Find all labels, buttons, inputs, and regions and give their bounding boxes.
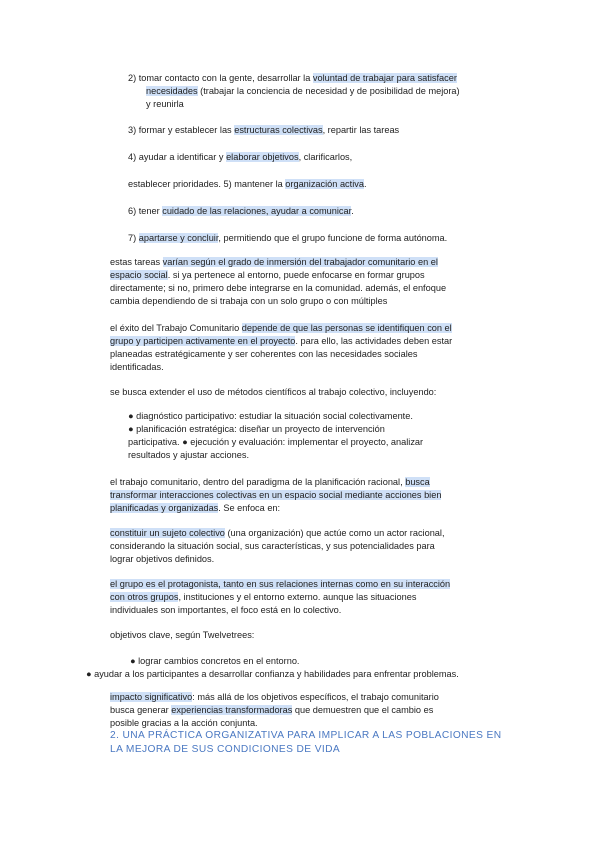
highlight: transformar interacciones colectivas en un espacio social mediante acciones bien: [110, 490, 442, 500]
highlight: grupo y participen activamente en el proyecto: [110, 336, 296, 346]
text: lograr objetivos definidos.: [110, 554, 215, 564]
text: . para ello, las actividades deben estar: [295, 336, 453, 346]
paragraph-paradigma: [110, 476, 492, 515]
text: , permitiendo que el grupo funcione de forma autónoma.: [218, 233, 448, 243]
bullet-list-metodos: [128, 410, 498, 462]
step-6: [128, 205, 354, 218]
text: estas tareas: [110, 257, 163, 267]
text: : más allá de los objetivos específicos, el trabajo comunitario: [192, 692, 439, 702]
text: planeadas estratégicamente y ser coherentes con las necesidades sociales: [110, 349, 418, 359]
text: 4) ayudar a identificar y: [128, 152, 227, 162]
text: , clarificarlos,: [298, 152, 353, 162]
highlight: depende de que las personas se identifiquen con el: [241, 323, 452, 333]
text: . si ya pertenece al entorno, puede enfocarse en formar grupos: [167, 270, 425, 280]
text: .: [351, 206, 354, 216]
text: 7): [128, 233, 139, 243]
text: .: [363, 179, 367, 189]
paragraph-exito: [110, 322, 492, 374]
text: el trabajo comunitario, dentro del paradigma de la planificación racional,: [110, 477, 406, 487]
highlight: elaborar objetivos: [226, 152, 299, 162]
step-3: [128, 124, 399, 137]
text: , repartir las tareas: [322, 125, 400, 135]
objetivo-1: ● lograr cambios concretos en el entorno.: [130, 656, 300, 666]
highlight: cuidado de las relaciones, ayudar a comunicar: [162, 206, 352, 216]
paragraph-impacto: [110, 691, 492, 730]
text: directamente; si no, primero debe integrarse en la comunidad. además, el enfoque: [110, 283, 447, 293]
text: busca generar: [110, 705, 172, 715]
highlight: busca: [405, 477, 430, 487]
text: establecer prioridades. 5) mantener la: [128, 179, 286, 189]
step-4-5: [128, 178, 367, 191]
highlight: con otros grupos: [110, 592, 179, 602]
objetivos-clave-label: objetivos clave, según Twelvetrees:: [110, 630, 255, 640]
text: 6) tener: [128, 206, 163, 216]
text: identificadas.: [110, 362, 164, 372]
step-4: [128, 151, 352, 164]
list-item: resultados y ajustar acciones.: [128, 450, 250, 460]
text: considerando la situación social, sus características, y sus potencialidades para: [110, 541, 435, 551]
highlight: varían según el grado de inmersión del trabajador comunitario en el: [162, 257, 438, 267]
paragraph-grupo: [110, 578, 492, 617]
text: que demuestren que el cambio es: [292, 705, 434, 715]
highlight: impacto significativo: [110, 692, 193, 702]
objetivo-2: ● ayudar a los participantes a desarrollar confianza y habilidades para enfrentar problemas.: [86, 669, 459, 679]
highlight: voluntad de trabajar para satisfacer: [312, 73, 457, 83]
paragraph-metodos: se busca extender el uso de métodos científicos al trabajo colectivo, incluyendo:: [110, 387, 437, 397]
text: , instituciones y el entorno externo. aunque las situaciones: [178, 592, 417, 602]
highlight: constituir un sujeto colectivo: [110, 528, 225, 538]
text: individuales son importantes, el foco está en lo colectivo.: [110, 605, 342, 615]
list-item: ● diagnóstico participativo: estudiar la situación social colectivamente.: [128, 411, 413, 421]
step-7: [128, 232, 447, 245]
highlight: espacio social: [110, 270, 168, 280]
heading-line: 2. UNA PRÁCTICA ORGANIZATIVA PARA IMPLICAR A LAS POBLACIONES EN: [110, 730, 502, 741]
text: 3) formar y establecer las: [128, 125, 235, 135]
highlight: el grupo es el protagonista, tanto en sus relaciones internas como en su interacción: [110, 579, 451, 589]
text: cambia dependiendo de si trabaja con un solo grupo o con múltiples: [110, 296, 388, 306]
paragraph-sujeto: [110, 527, 492, 566]
highlight: estructuras colectivas: [234, 125, 323, 135]
text: 2) tomar contacto con la gente, desarrollar la: [128, 73, 313, 83]
list-item: participativa. ● ejecución y evaluación: implementar el proyecto, analizar: [128, 437, 424, 447]
text: posible gracias a la acción conjunta.: [110, 718, 258, 728]
text: . Se enfoca en:: [218, 503, 281, 513]
highlight: apartarse y concluir: [138, 233, 219, 243]
text: el éxito del Trabajo Comunitario: [110, 323, 242, 333]
list-item: ● planificación estratégica: diseñar un proyecto de intervención: [128, 424, 385, 434]
highlight: necesidades: [146, 86, 198, 96]
step-2: [128, 72, 498, 111]
heading-line: LA MEJORA DE SUS CONDICIONES DE VIDA: [110, 743, 341, 755]
highlight: planificadas y organizadas: [110, 503, 219, 513]
paragraph-tareas: [110, 256, 492, 308]
text: (una organización) que actúe como un actor racional,: [224, 528, 445, 538]
highlight: organización activa: [285, 179, 364, 189]
text: y reunirla: [146, 99, 184, 109]
highlight: experiencias transformadoras: [171, 705, 293, 715]
text: (trabajar la conciencia de necesidad y de posibilidad de mejora): [197, 86, 460, 96]
section-heading: [110, 729, 502, 756]
